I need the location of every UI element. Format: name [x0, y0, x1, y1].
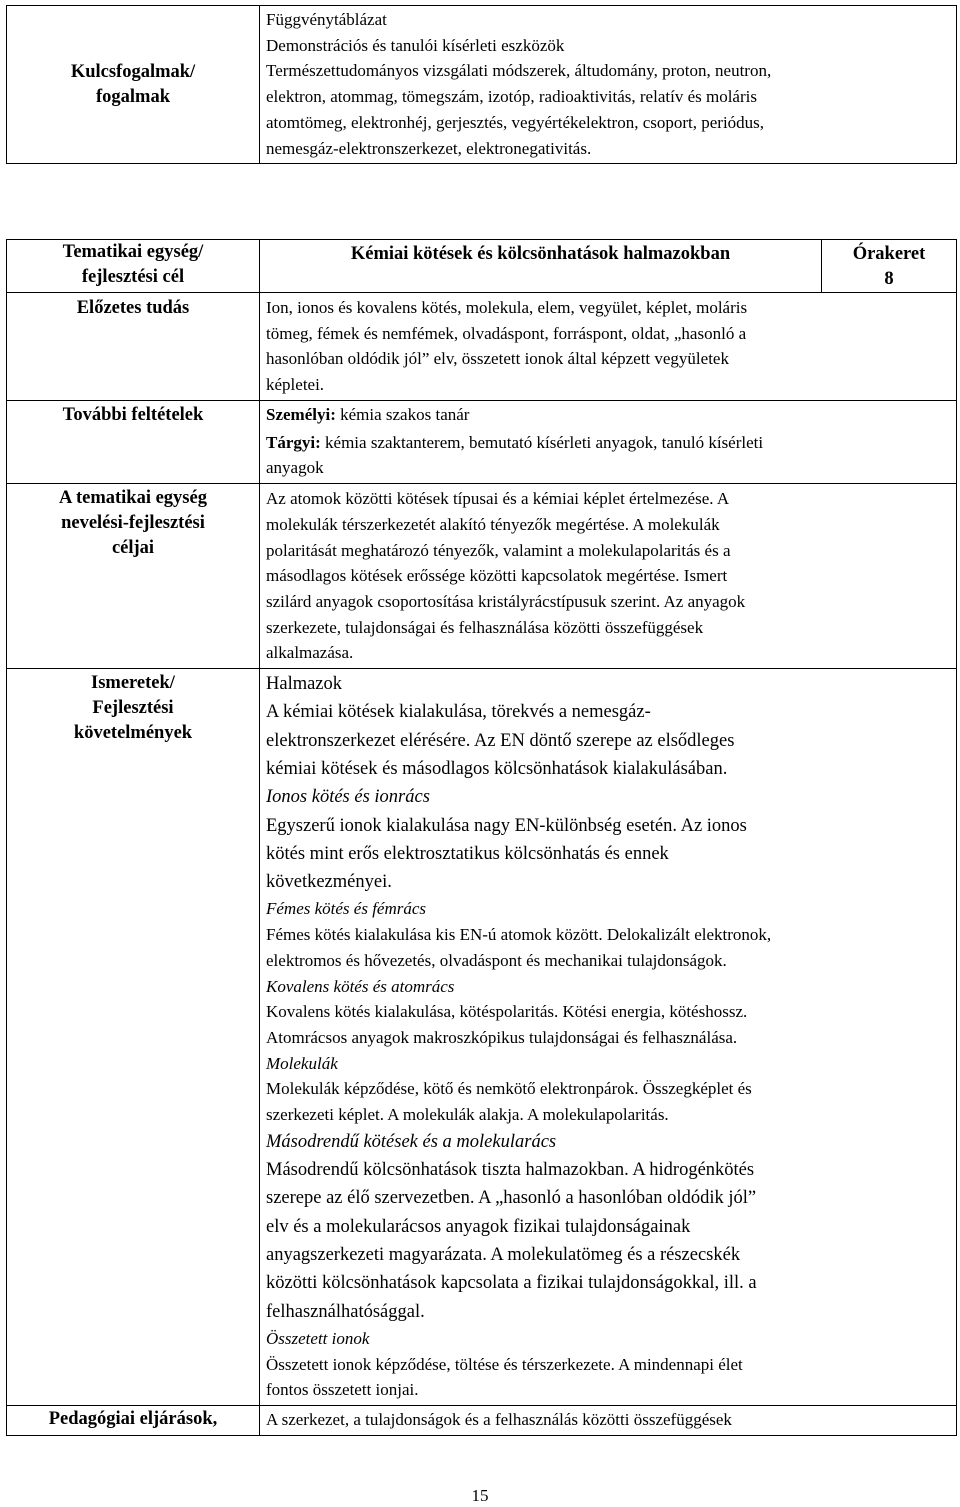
content-line: Kovalens kötés kialakulása, kötéspolaritás. Kötési energia, kötéshossz.: [266, 1002, 748, 1022]
prior-knowledge-line: képletei.: [266, 375, 325, 395]
requirements-label-line: Fejlesztési: [92, 698, 174, 719]
material-text-cont: anyagok: [266, 458, 324, 478]
key-concepts-table: [6, 5, 957, 164]
personal-label: Személyi:: [266, 405, 336, 424]
content-line: Fémes kötés kialakulása kis EN-ú atomok között. Delokalizált elektronok,: [266, 925, 772, 945]
content-line: elektromos és hővezetés, olvadáspont és mechanikai tulajdonságok.: [266, 950, 727, 970]
content-line: következményei.: [266, 872, 392, 893]
pedagogy-label: Pedagógiai eljárások,: [7, 1405, 260, 1435]
goals-line: polaritását meghatározó tényezők, valamint a molekulapolaritás és a: [266, 540, 731, 560]
prior-knowledge-row: [7, 293, 957, 401]
content-line: Másodrendű kölcsönhatások tiszta halmazokban. A hidrogénkötés: [266, 1160, 755, 1181]
section-halmazok: [266, 670, 950, 783]
content-line: Molekulák képződése, kötő és nemkötő elektronpárok. Összegképlet és: [266, 1079, 752, 1099]
goals-line: Az atomok közötti kötések típusai és a kémiai képlet értelmezése. A: [266, 489, 730, 509]
further-conditions-label: További feltételek: [7, 401, 260, 484]
key-concepts-line: Függvénytáblázat: [266, 10, 387, 29]
key-concepts-label: [7, 6, 260, 164]
requirements-content: [260, 669, 957, 1406]
goals-line: szilárd anyagok csoportosítása kristályrácstípusuk szerint. Az anyagok: [266, 591, 746, 611]
prior-knowledge-line: hasonlóban oldódik jól” elv, összetett ionok által képzett vegyületek: [266, 349, 729, 369]
section-ionic: [266, 812, 950, 897]
section-heading: Fémes kötés és fémrács: [266, 899, 427, 919]
key-concepts-label-line: fogalmak: [96, 86, 170, 107]
section-heading-metallic: [266, 896, 950, 922]
further-conditions-row: [7, 401, 957, 484]
thematic-unit-label-line: fejlesztési cél: [81, 267, 185, 287]
goals-line: másodlagos kötések erőssége közötti kapcsolatok megértése. Ismert: [266, 566, 728, 586]
goals-row: [7, 484, 957, 669]
goals-label-line: A tematikai egység: [59, 488, 207, 509]
section-heading-secondary: [266, 1128, 950, 1156]
key-concepts-label-line: Kulcsfogalmak/: [70, 61, 196, 82]
content-line: fontos összetett ionjai.: [266, 1380, 419, 1400]
thematic-unit-header-row: [7, 240, 957, 293]
requirements-row: [7, 669, 957, 1406]
page-number: 15: [471, 1486, 489, 1505]
section-heading: Ionos kötés és ionrács: [266, 787, 430, 808]
section-covalent: [266, 999, 950, 1050]
time-frame-label: Órakeret: [852, 244, 926, 264]
section-secondary: [266, 1156, 950, 1326]
section-metallic: [266, 922, 950, 973]
prior-knowledge-line: Ion, ionos és kovalens kötés, molekula, elem, vegyület, képlet, moláris: [266, 298, 748, 317]
requirements-label-line: Ismeretek/: [91, 673, 175, 694]
content-line: közötti kölcsönhatások kapcsolata a fizikai tulajdonságokkal, ill. a: [266, 1273, 757, 1294]
content-line: kémiai kötések és másodlagos kölcsönhatások kialakulásában.: [266, 758, 728, 779]
section-heading-covalent: [266, 974, 950, 1000]
section-heading: Kovalens kötés és atomrács: [266, 976, 455, 996]
material-text: kémia szaktanterem, bemutató kísérleti anyagok, tanuló kísérleti: [320, 432, 764, 452]
goals-line: alkalmazása.: [266, 643, 354, 663]
key-concepts-content: [260, 6, 957, 164]
content-line: Összetett ionok képződése, töltése és térszerkezete. A mindennapi élet: [266, 1354, 743, 1374]
prior-knowledge-content: [260, 293, 957, 401]
content-line: kötés mint erős elektrosztatikus kölcsönhatás és ennek: [266, 843, 669, 864]
goals-label: [7, 484, 260, 669]
goals-label-line: nevelési-fejlesztési: [61, 513, 205, 534]
thematic-unit-table: [6, 239, 957, 1436]
requirements-label-line: követelmények: [73, 723, 193, 744]
section-heading: Összetett ionok: [266, 1328, 370, 1348]
goals-line: szerkezete, tulajdonságai és felhasználása közötti összefüggések: [266, 617, 704, 637]
content-line: A kémiai kötések kialakulása, törekvés a nemesgáz-: [266, 702, 651, 723]
personal-conditions: [266, 402, 950, 428]
content-line: anyagszerkezeti magyarázata. A molekulatömeg és a részecskék: [266, 1244, 741, 1265]
content-line: Atomrácsos anyagok makroszkópikus tulajdonságai és felhasználása.: [266, 1027, 738, 1047]
key-concepts-row: [7, 6, 957, 164]
content-line: felhasználhatósággal.: [266, 1301, 425, 1322]
content-line: szerepe az élő szervezetben. A „hasonló a hasonlóban oldódik jól”: [266, 1188, 757, 1209]
thematic-unit-title: Kémiai kötések és kölcsönhatások halmazokban: [260, 240, 822, 293]
section-compound-ions: [266, 1352, 950, 1403]
personal-text: kémia szakos tanár: [335, 405, 470, 424]
material-label: Tárgyi:: [266, 432, 321, 452]
section-heading-molecules: [266, 1051, 950, 1077]
key-concepts-line: Természettudományos vizsgálati módszerek, áltudomány, proton, neutron,: [266, 61, 772, 81]
thematic-unit-label-line: Tematikai egység/: [62, 242, 204, 262]
key-concepts-line: Demonstrációs és tanulói kísérleti eszközök: [266, 35, 565, 55]
prior-knowledge-label: [7, 293, 260, 401]
prior-knowledge-label-text: Előzetes tudás: [76, 298, 190, 318]
time-frame-cell: [822, 240, 957, 293]
section-heading-compound-ions: [266, 1326, 950, 1352]
content-line: elv és a molekularácsos anyagok fizikai tulajdonságainak: [266, 1216, 691, 1237]
pedagogy-row: [7, 1405, 957, 1435]
key-concepts-line: nemesgáz-elektronszerkezet, elektronegativitás.: [266, 138, 592, 158]
goals-content: [260, 484, 957, 669]
goals-line: molekulák térszerkezetét alakító tényezők megértése. A molekulák: [266, 514, 720, 534]
section-heading: Molekulák: [266, 1053, 338, 1073]
further-conditions-content: [260, 401, 957, 484]
content-line: Halmazok: [266, 674, 343, 695]
thematic-unit-label: [7, 240, 260, 293]
content-line: elektronszerkezet elérésére. Az EN döntő szerepe az elsődleges: [266, 730, 735, 751]
section-molecules: [266, 1076, 950, 1127]
pedagogy-content: A szerkezet, a tulajdonságok és a felhasználás közötti összefüggések: [260, 1405, 957, 1435]
material-conditions: [266, 430, 950, 456]
content-line: Egyszerű ionok kialakulása nagy EN-különbség esetén. Az ionos: [266, 815, 747, 836]
section-heading-ionic: [266, 783, 950, 811]
section-heading: Másodrendű kötések és a molekularács: [266, 1131, 557, 1152]
content-line: szerkezeti képlet. A molekulák alakja. A molekulapolaritás.: [266, 1105, 669, 1125]
time-frame-value: 8: [884, 269, 894, 289]
goals-label-line: céljai: [111, 538, 155, 559]
key-concepts-line: atomtömeg, elektronhéj, gerjesztés, vegyértékelektron, csoport, periódus,: [266, 112, 765, 132]
key-concepts-line: elektron, atommag, tömegszám, izotóp, radioaktivitás, relatív és moláris: [266, 87, 757, 107]
prior-knowledge-line: tömeg, fémek és nemfémek, olvadáspont, forráspont, oldat, „hasonló a: [266, 323, 747, 343]
requirements-label: [7, 669, 260, 1406]
